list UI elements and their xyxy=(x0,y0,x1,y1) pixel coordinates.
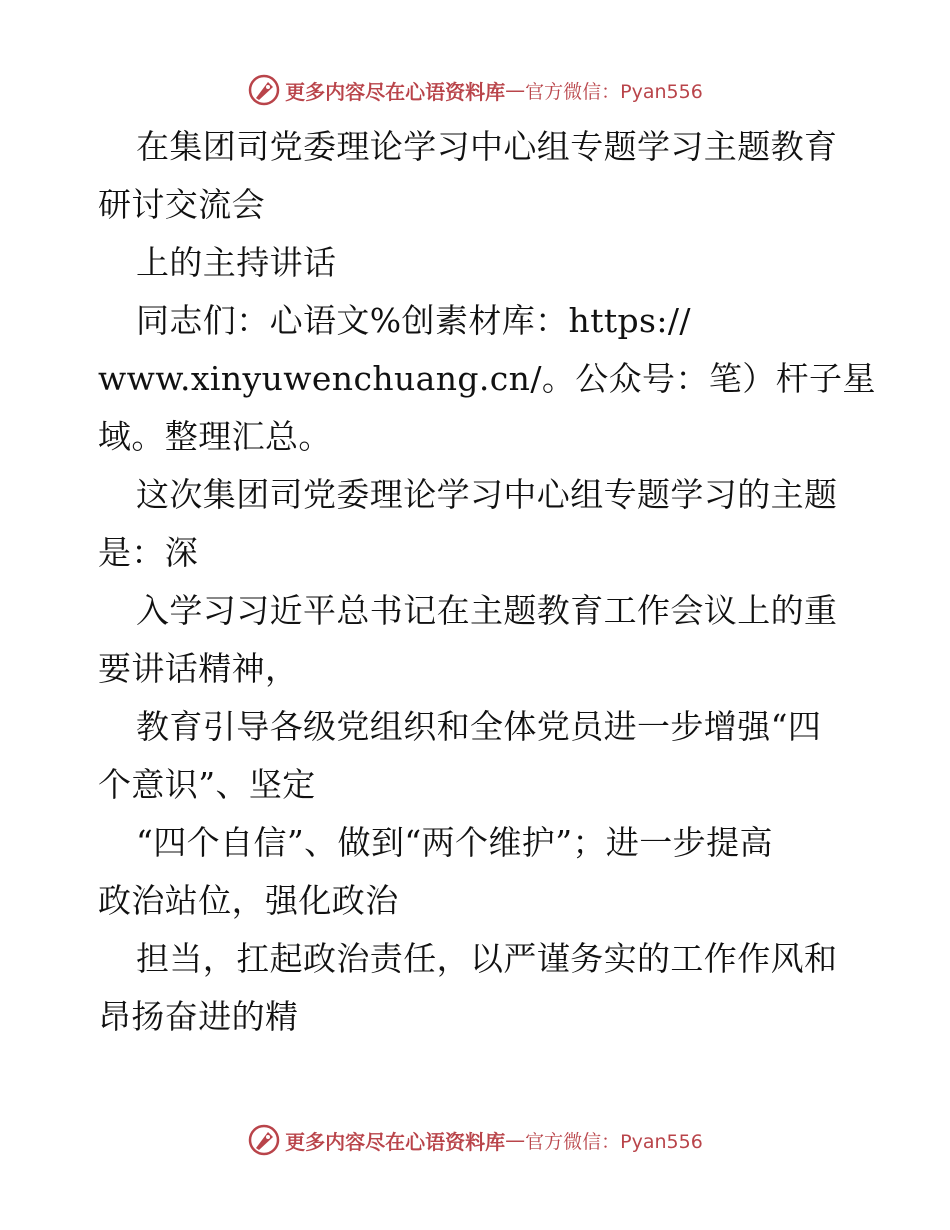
header-site-text: 更多内容尽在心语资料库 xyxy=(285,79,506,104)
doc-line: 域。整理汇总。 xyxy=(98,417,332,456)
doc-line: 这次集团司党委理论学习中心组专题学习的主题 xyxy=(136,475,838,514)
header-separator: — xyxy=(505,78,526,102)
doc-line: 研讨交流会 xyxy=(98,185,265,224)
footer-wechat-text: 官方微信：Pyan556 xyxy=(525,1130,703,1153)
doc-line: 在集团司党委理论学习中心组专题学习主题教育 xyxy=(136,127,838,166)
doc-line: 是：深 xyxy=(98,533,199,572)
document-body xyxy=(98,118,876,1046)
pen-nib-logo-icon xyxy=(247,1123,281,1157)
doc-line: 同志们：心语文%创素材库：https:// xyxy=(136,301,691,340)
doc-line: “四个自信”、做到“两个维护”；进一步提高 xyxy=(136,823,773,862)
doc-line: 要讲话精神， xyxy=(98,649,299,688)
doc-line: 政治站位，强化政治 xyxy=(98,881,399,920)
doc-line: 昂扬奋进的精 xyxy=(98,997,299,1036)
doc-line: 担当，扛起政治责任，以严谨务实的工作作风和 xyxy=(136,939,838,978)
doc-line: 入学习习近平总书记在主题教育工作会议上的重 xyxy=(136,591,838,630)
doc-line: 个意识”、坚定 xyxy=(98,765,316,804)
doc-line: 上的主持讲话 xyxy=(136,243,337,282)
footer-banner xyxy=(0,1120,950,1160)
header-banner xyxy=(0,70,950,110)
footer-site-text: 更多内容尽在心语资料库 xyxy=(285,1129,506,1154)
doc-line: www.xinyuwenchuang.cn/。公众号：笔）杆子星 xyxy=(98,359,876,398)
pen-nib-logo-icon xyxy=(247,73,281,107)
footer-separator: — xyxy=(505,1128,526,1152)
header-wechat-text: 官方微信：Pyan556 xyxy=(525,80,703,103)
doc-line: 教育引导各级党组织和全体党员进一步增强“四 xyxy=(136,707,822,746)
